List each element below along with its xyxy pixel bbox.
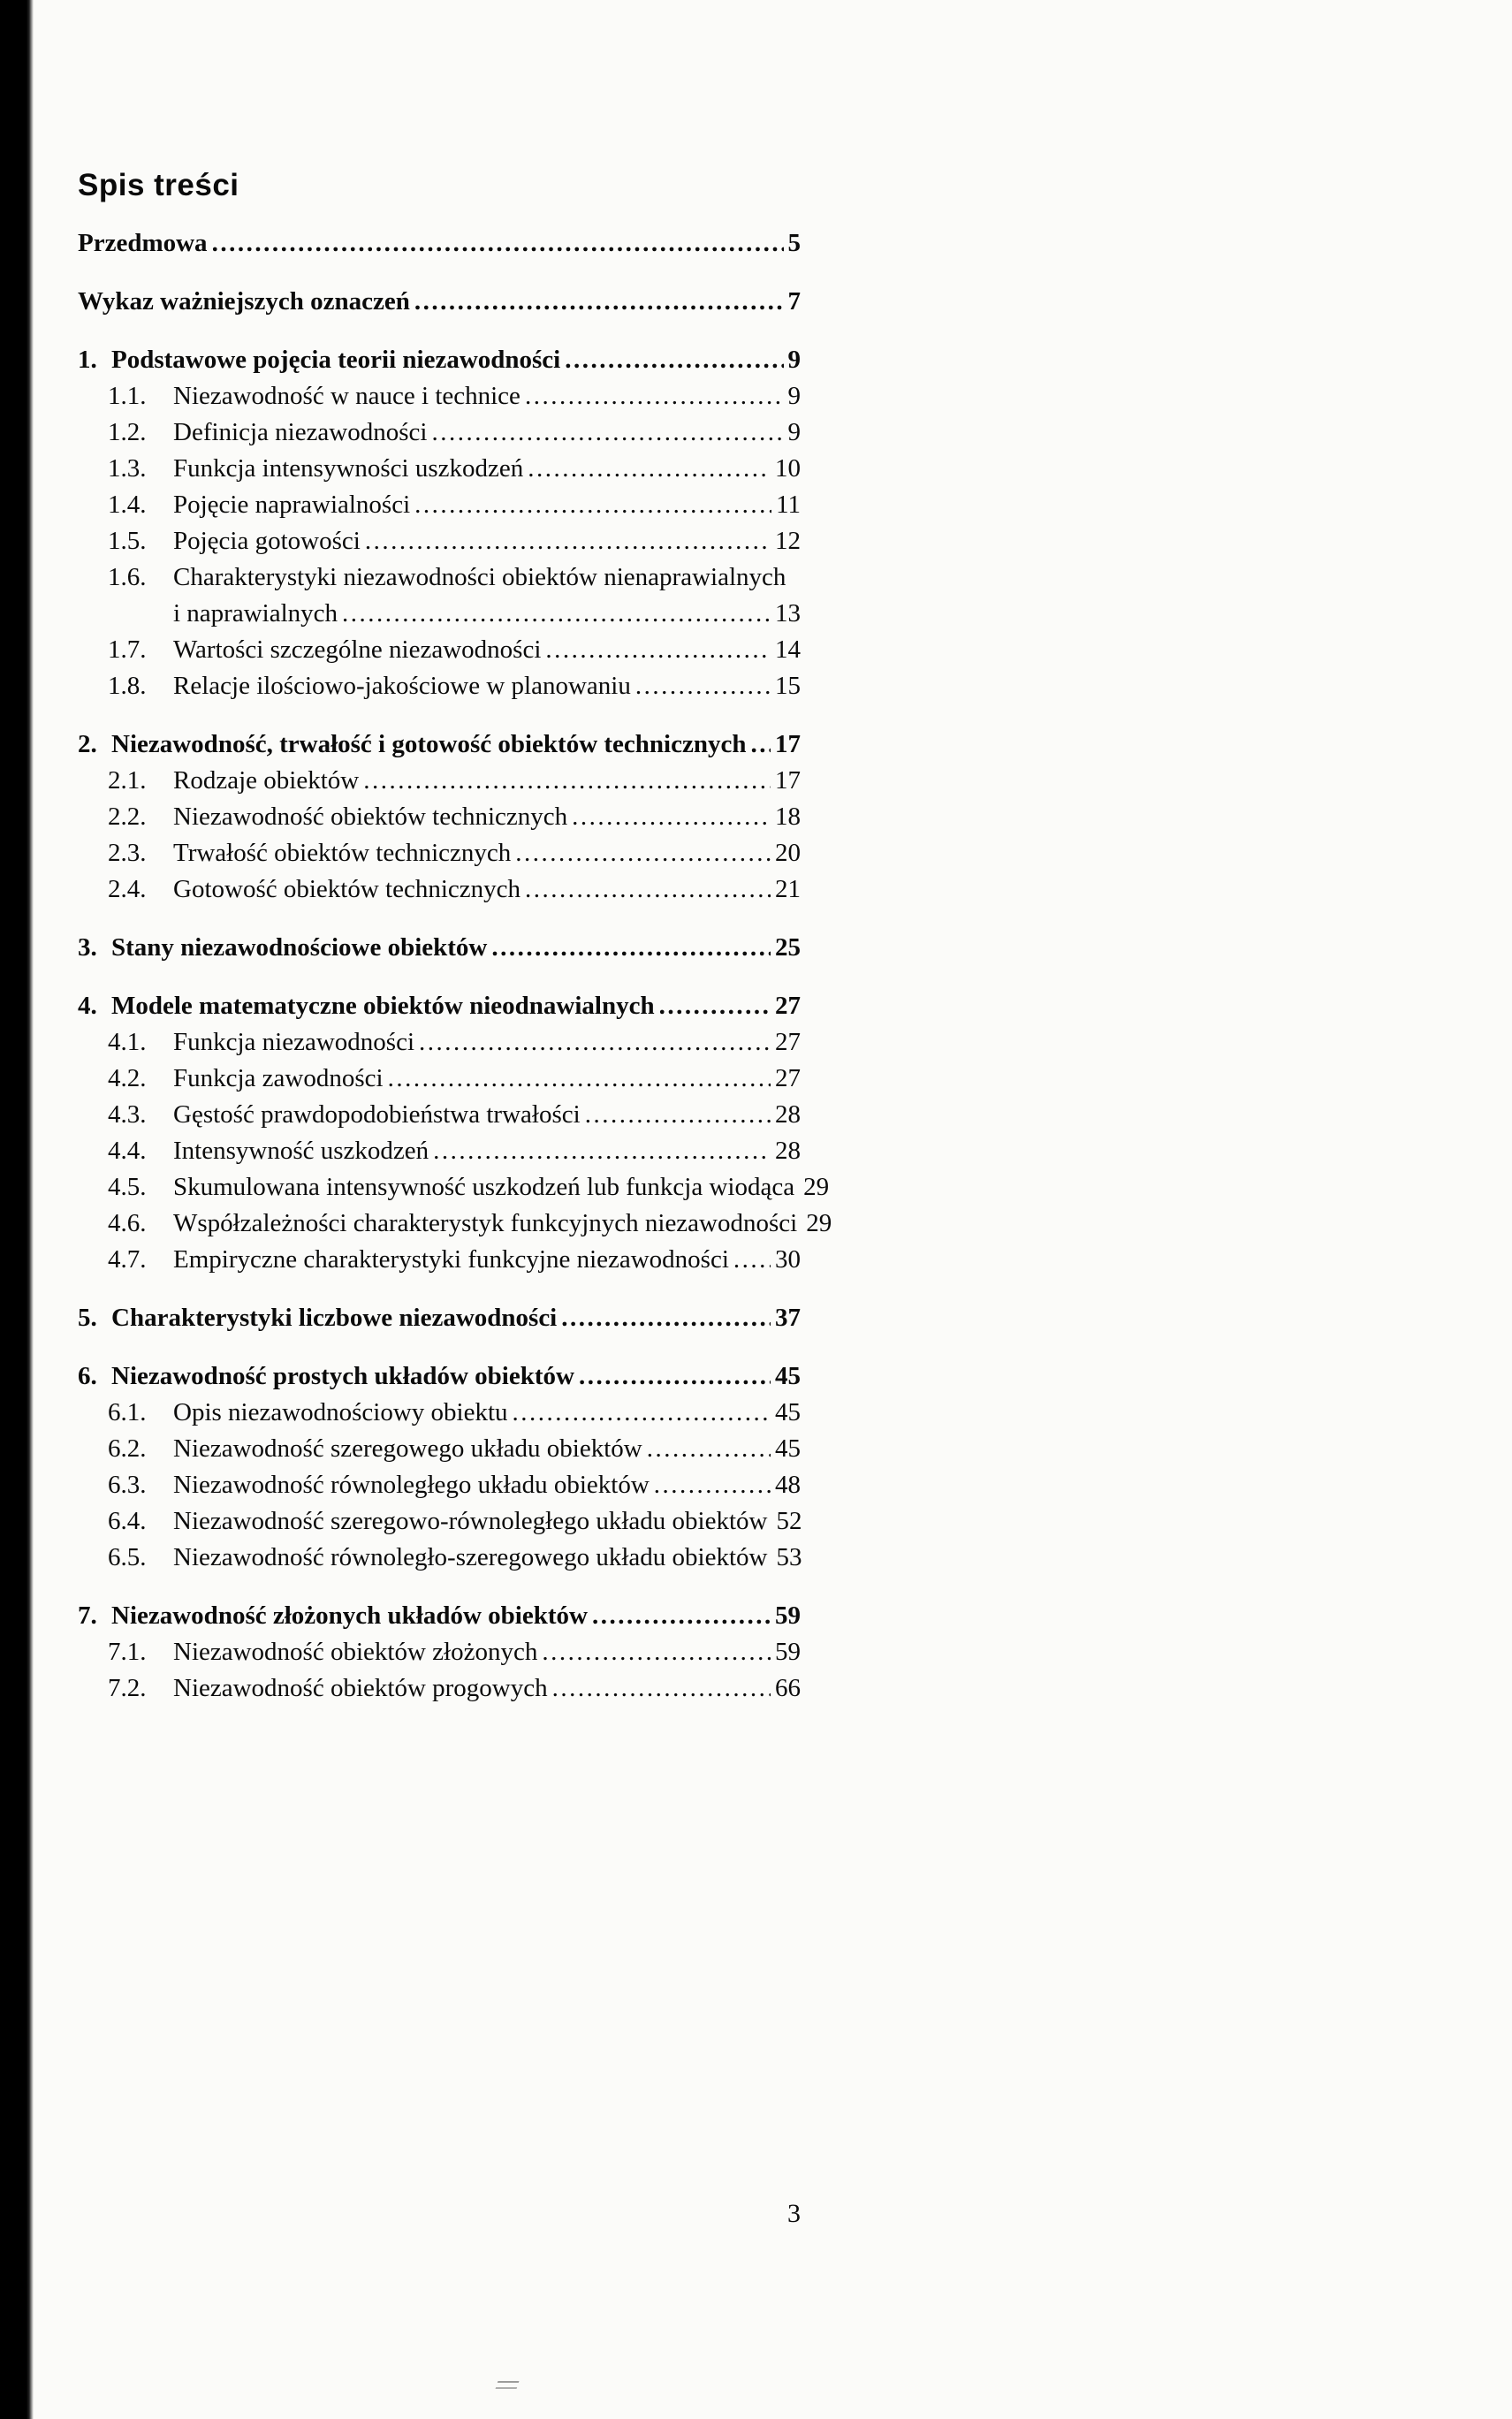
dot-leader [542,1634,771,1670]
toc-entry [78,1024,801,1061]
toc-entry [78,1358,801,1395]
toc-entry-number: 3. [78,933,97,962]
toc-entry-number: 1.5. [108,527,147,555]
toc-entry-number: 5. [78,1304,97,1332]
toc-entry [78,799,801,835]
toc-entry [78,451,801,487]
dot-leader [212,225,784,262]
toc-entry-page: 27 [775,992,801,1020]
toc-entry [78,342,801,378]
toc-entry-page: 59 [775,1638,801,1666]
toc-entry [78,871,801,908]
toc-entry-label: Podstawowe pojęcia teorii niezawodności [111,346,561,374]
dot-leader [419,1024,771,1061]
toc-entry-page: 30 [775,1245,801,1274]
page-content [78,0,832,2419]
toc-entry-number: 4.2. [108,1064,147,1092]
dot-leader [388,1061,771,1097]
toc-entry-page: 52 [776,1507,802,1535]
dot-leader [750,726,771,763]
toc-entry-page: 14 [775,635,801,664]
toc-entry [78,1061,801,1097]
toc-entry-label: Rodzaje obiektów [173,766,360,795]
table-of-contents [78,225,832,1707]
toc-entry-number: 4. [78,992,97,1020]
toc-entry-page: 27 [775,1028,801,1056]
toc-entry [78,1503,801,1540]
toc-entry [78,1300,801,1336]
toc-entry-number: 2.4. [108,875,147,903]
toc-entry-page: 9 [787,418,801,446]
toc-entry [78,726,801,763]
toc-entry-page: 15 [775,672,801,700]
toc-entry-number: 4.6. [108,1209,147,1237]
toc-entry [78,835,801,871]
toc-entry-number: 1.3. [108,454,147,483]
toc-entry [78,487,801,523]
toc-entry-number: 4.4. [108,1137,147,1165]
toc-entry [78,559,801,596]
dot-leader [365,523,771,559]
toc-entry-label: Opis niezawodnościowy obiektu [173,1398,508,1426]
toc-entry [78,1670,801,1707]
toc-entry-page: 28 [775,1137,801,1165]
dot-leader [585,1097,771,1133]
toc-entry-page: 17 [775,730,801,758]
toc-entry-number: 4.5. [108,1173,147,1201]
dot-leader [572,799,771,835]
toc-entry-number: 2.2. [108,803,147,831]
toc-entry-label: Skumulowana intensywność uszkodzeń lub funkcja wiodąca [173,1173,795,1201]
toc-entry-label: Charakterystyki niezawodności obiektów nienaprawialnych [173,563,786,591]
toc-entry-label: Stany niezawodnościowe obiektów [111,933,488,962]
toc-entry-page: 10 [775,454,801,483]
toc-entry [78,1242,801,1278]
toc-entry-number: 2.1. [108,766,147,795]
dot-leader [525,378,784,415]
dot-leader [545,632,771,668]
scan-edge-artifact [0,0,34,2419]
toc-entry-number: 7.1. [108,1638,147,1666]
dot-leader [528,451,771,487]
toc-entry-number: 1. [78,346,97,374]
toc-entry-number: 2.3. [108,839,147,867]
toc-entry-label: Niezawodność obiektów technicznych [173,803,568,831]
toc-entry-number: 4.1. [108,1028,147,1056]
toc-entry-number: 1.8. [108,672,147,700]
toc-entry [78,596,801,632]
toc-entry-number: 6.5. [108,1543,147,1571]
toc-entry-page: 37 [775,1304,801,1332]
toc-entry-number: 7.2. [108,1674,147,1702]
dot-leader [414,487,771,523]
toc-entry-number: 2. [78,730,97,758]
toc-entry-label: Definicja niezawodności [173,418,428,446]
dot-leader [552,1670,771,1707]
toc-entry [78,1634,801,1670]
toc-entry-page: 12 [775,527,801,555]
toc-entry-label: Niezawodność obiektów progowych [173,1674,548,1702]
toc-entry [78,1431,801,1467]
toc-entry-label: Pojęcie naprawialności [173,491,411,519]
toc-entry [78,1206,832,1242]
toc-entry-page: 9 [787,382,801,410]
toc-entry-label: Wykaz ważniejszych oznaczeń [78,287,410,316]
toc-entry-label: Niezawodność, trwałość i gotowość obiektów technicznych [111,730,747,758]
toc-entry-label: Funkcja zawodności [173,1064,384,1092]
page-title: Spis treści [78,168,239,202]
toc-entry-page: 20 [775,839,801,867]
toc-entry-label: Trwałość obiektów technicznych [173,839,512,867]
toc-entry [78,415,801,451]
toc-entry-page: 28 [775,1100,801,1129]
toc-entry-number: 6.1. [108,1398,147,1426]
toc-entry [78,632,801,668]
toc-entry-page: 27 [775,1064,801,1092]
toc-entry-page: 5 [787,229,801,257]
dot-leader [513,1395,771,1431]
dot-leader [515,835,771,871]
toc-entry [78,284,801,320]
toc-entry-number: 6.4. [108,1507,147,1535]
toc-entry-page: 18 [775,803,801,831]
toc-entry [78,1395,801,1431]
toc-entry-label: Wartości szczególne niezawodności [173,635,542,664]
dot-leader [431,415,783,451]
toc-entry [78,1097,801,1133]
toc-entry [78,763,801,799]
toc-entry [78,668,801,704]
dot-leader [525,871,771,908]
toc-entry-number: 6. [78,1362,97,1390]
toc-entry-label: Niezawodność prostych układów obiektów [111,1362,574,1390]
toc-entry [78,1540,801,1576]
toc-entry-label: Niezawodność szeregowo-równoległego układu obiektów [173,1507,768,1535]
dot-leader [659,988,771,1024]
toc-entry-label: Relacje ilościowo-jakościowe w planowaniu [173,672,631,700]
toc-entry-label: Funkcja niezawodności [173,1028,415,1056]
dot-leader [635,668,771,704]
toc-entry-page: 53 [776,1543,802,1571]
dot-leader [592,1598,771,1634]
toc-entry-label: Niezawodność w nauce i technice [173,382,520,410]
dot-leader [342,596,771,632]
toc-entry-number: 1.1. [108,382,147,410]
toc-entry-label: Funkcja intensywności uszkodzeń [173,454,524,483]
dot-leader [647,1431,771,1467]
toc-entry-label: Niezawodność obiektów złożonych [173,1638,538,1666]
toc-entry-label: Charakterystyki liczbowe niezawodności [111,1304,558,1332]
toc-entry-number: 6.3. [108,1471,147,1499]
dot-leader [561,1300,771,1336]
toc-entry-number: 1.7. [108,635,147,664]
toc-entry-number: 1.4. [108,491,147,519]
dot-leader [579,1358,771,1395]
toc-entry-number: 4.3. [108,1100,147,1129]
toc-entry-page: 17 [775,766,801,795]
toc-entry [78,1169,830,1206]
toc-entry-page: 13 [775,599,801,628]
dot-leader [491,930,771,966]
dot-leader [565,342,783,378]
toc-entry-page: 21 [775,875,801,903]
toc-entry-page: 29 [803,1173,830,1201]
toc-entry [78,378,801,415]
toc-entry-label: i naprawialnych [173,599,338,628]
toc-entry-label: Gęstość prawdopodobieństwa trwałości [173,1100,581,1129]
toc-entry-page: 59 [775,1601,801,1630]
toc-entry [78,225,801,262]
toc-entry [78,1133,801,1169]
toc-entry-label: Empiryczne charakterystyki funkcyjne niezawodności [173,1245,729,1274]
toc-entry-page: 45 [775,1398,801,1426]
toc-entry-label: Gotowość obiektów technicznych [173,875,521,903]
toc-entry-label: Współzależności charakterystyk funkcyjnych niezawodności [173,1209,798,1237]
toc-entry-page: 66 [775,1674,801,1702]
toc-entry-number: 1.6. [108,563,147,591]
toc-entry [78,523,801,559]
toc-entry-label: Niezawodność złożonych układów obiektów [111,1601,588,1630]
toc-entry-label: Niezawodność szeregowego układu obiektów [173,1434,642,1463]
toc-entry-page: 7 [787,287,801,316]
dot-leader [433,1133,771,1169]
toc-entry [78,930,801,966]
dot-leader [363,763,771,799]
toc-entry [78,1467,801,1503]
dot-leader [733,1242,771,1278]
toc-entry-number: 4.7. [108,1245,147,1274]
toc-entry-label: Niezawodność równoległego układu obiektów [173,1471,650,1499]
toc-entry-page: 48 [775,1471,801,1499]
toc-entry-page: 45 [775,1362,801,1390]
dot-leader [654,1467,771,1503]
toc-entry [78,988,801,1024]
toc-entry [78,1598,801,1634]
page-number: 3 [787,2199,801,2228]
toc-entry-label: Przedmowa [78,229,208,257]
toc-entry-page: 29 [806,1209,832,1237]
toc-entry-label: Niezawodność równoległo-szeregowego układu obiektów [173,1543,768,1571]
scan-artifact [496,2381,520,2389]
toc-entry-page: 45 [775,1434,801,1463]
toc-entry-number: 6.2. [108,1434,147,1463]
toc-entry-page: 25 [775,933,801,962]
toc-entry-page: 11 [776,491,801,519]
toc-entry-label: Intensywność uszkodzeń [173,1137,429,1165]
toc-entry-number: 1.2. [108,418,147,446]
toc-entry-page: 9 [787,346,801,374]
dot-leader [414,284,784,320]
toc-entry-label: Modele matematyczne obiektów nieodnawialnych [111,992,655,1020]
toc-entry-label: Pojęcia gotowości [173,527,361,555]
toc-entry-number: 7. [78,1601,97,1630]
